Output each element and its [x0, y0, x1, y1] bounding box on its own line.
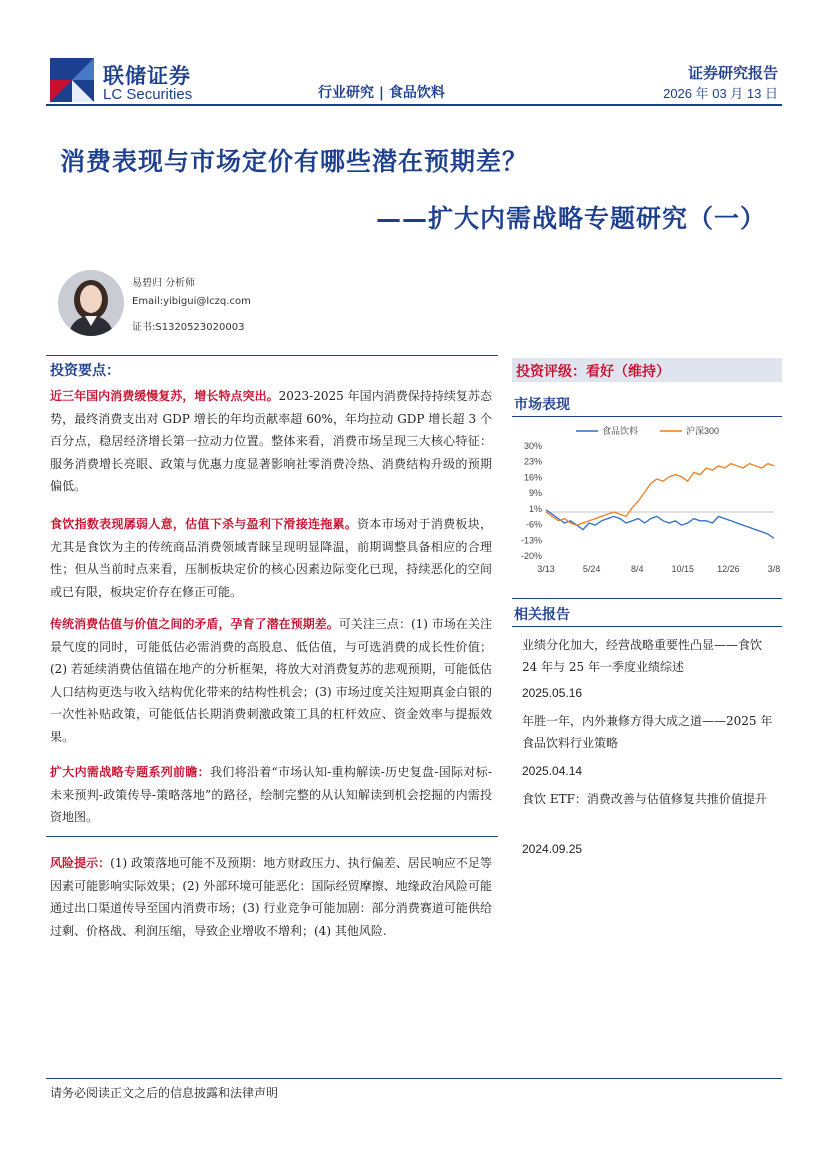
header-rule [46, 104, 782, 106]
related-top-rule [512, 598, 782, 599]
analyst-cert: 证书:S1320523020003 [132, 322, 245, 333]
x-tick-label: 8/4 [630, 564, 644, 574]
x-tick-label: 5/24 [582, 564, 601, 574]
x-tick-label: 3/8 [767, 564, 781, 574]
related-heading-rule [512, 626, 782, 627]
y-tick-label: -20% [520, 551, 542, 561]
related-reports-heading: 相关报告 [514, 607, 570, 623]
y-tick-label: 9% [528, 488, 542, 499]
x-tick-label: 3/13 [537, 564, 555, 574]
page-title: 消费表现与市场定价有哪些潜在预期差？ [60, 147, 529, 176]
report-date: 2026 年 03 月 13 日 [663, 86, 778, 101]
y-tick-label: 16% [523, 472, 542, 483]
y-tick-label: 30% [523, 441, 542, 451]
paragraph-3-body: 可关注三点：(1) 市场在关注景气度的同时，可能低估必需消费的高股息、低估值，与可选消费的成长性价值；(2) 若延续消费估值锚在地产的分析框架，将放大对消费复苏的悲观预期，可能低估人口结构更迭与收入结构优化带来的结构性机会；(3) 市场过度关注短期真金白银的一次性补贴政策，可能低估长期消费刺激政策工具的杠杆效应、资金效率与提振效果。 [50, 617, 492, 744]
paragraph-2-lead: 食饮指数表现孱弱人意，估值下杀与盈利下滑接连拖累。 [50, 517, 358, 531]
report-type: 证券研究报告 [687, 64, 778, 82]
y-tick-label: 1% [528, 503, 542, 514]
paragraph-2-body: 资本市场对于消费板块，尤其是食饮为主的传统商品消费领域青睐呈现明显降温，前期调整具备相应的合理性；但从当前时点来看，压制板块定价的核心因素边际变化已现，持续恶化的空间或已有限，板块定价存在修正可能。 [50, 517, 492, 599]
related-report-title[interactable]: 业绩分化加大，经营战略重要性凸显——食饮 24 年与 25 年一季度业绩综述 [522, 638, 763, 674]
footer-disclaimer: 请务必阅读正文之后的信息披露和法律声明 [50, 1086, 279, 1100]
analyst-name: 易碧归 分析师 [132, 278, 196, 289]
market-heading-rule [512, 416, 782, 417]
paragraph-4 [50, 761, 492, 829]
paragraph-3-lead: 传统消费估值与价值之间的矛盾，孕育了潜在预期差。 [50, 617, 339, 631]
paragraph-1-lead: 近三年国内消费缓慢复苏，增长特点突出。 [50, 389, 279, 403]
x-tick-label: 12/26 [717, 564, 740, 574]
report-category: 行业研究 | 食品饮料 [318, 85, 445, 101]
logo-text-cn: 联储证券 [103, 64, 191, 88]
legend-label: 沪深300 [686, 426, 720, 436]
y-tick-label: 23% [523, 456, 542, 467]
related-report-date: 2025.05.16 [522, 686, 583, 700]
footer-rule [46, 1078, 782, 1079]
analyst-avatar [58, 270, 124, 336]
y-tick-label: -6% [525, 519, 542, 530]
page-subtitle: ——扩大内需战略专题研究（一） [375, 204, 766, 233]
risk-top-rule [46, 836, 498, 837]
analyst-email: Email:yibigui@lczq.com [132, 296, 251, 307]
paragraph-2 [50, 513, 492, 603]
y-tick-label: -13% [520, 535, 542, 546]
market-performance-chart [510, 420, 782, 580]
legend-label: 食品饮料 [602, 426, 639, 436]
risk-paragraph [50, 852, 492, 942]
market-performance-heading: 市场表现 [514, 397, 570, 413]
investment-rating: 投资评级：看好（维持） [516, 364, 670, 380]
paragraph-1 [50, 385, 492, 498]
logo-text-en: LC Securities [103, 86, 193, 103]
risk-lead: 风险提示： [50, 856, 111, 870]
related-report-date: 2024.09.25 [522, 842, 583, 856]
left-top-rule [46, 355, 498, 356]
risk-body: (1) 政策落地可能不及预期：地方财政压力、执行偏差、居民响应不足等因素可能影响实际效果；(2) 外部环境可能恶化：国际经贸摩擦、地缘政治风险可能通过出口渠道传导至国内消费市场；(3) 行业竞争可能加剧：部分消费赛道可能供给过剩、价格战、利润压缩，导致企业增收不增利；(4) 其他风险. [50, 856, 492, 938]
related-report-date: 2025.04.14 [522, 764, 583, 778]
related-report-title[interactable]: 食饮 ETF：消费改善与估值修复共推价值提升 [522, 792, 767, 806]
paragraph-1-body: 2023-2025 年国内消费保持持续复苏态势，最终消费支出对 GDP 增长的年均贡献率超 60%，年均拉动 GDP 增长超 3 个百分点，稳居经济增长第一拉动力位置。整体来看，消费市场呈现三大核心特征：服务消费增长亮眼、政策与优惠力度显著影响社零消费冷热、消费结构升级的预期偏低。 [50, 389, 492, 493]
paragraph-4-lead: 扩大内需战略专题系列前瞻： [50, 765, 210, 779]
paragraph-3 [50, 613, 492, 748]
x-tick-label: 10/15 [671, 564, 695, 574]
logo-mark-icon [50, 58, 94, 102]
series-line [546, 464, 774, 526]
related-report-title[interactable]: 年胜一年，内外兼修方得大成之道——2025 年食品饮料行业策略 [522, 714, 773, 750]
highlights-heading: 投资要点： [50, 363, 120, 379]
paragraph-4-body: 我们将沿着“市场认知-重构解读-历史复盘-国际对标-未来预判-政策传导-策略落地”的路径，绘制完整的从认知解读到机会挖掘的内需投资地图。 [50, 765, 492, 824]
